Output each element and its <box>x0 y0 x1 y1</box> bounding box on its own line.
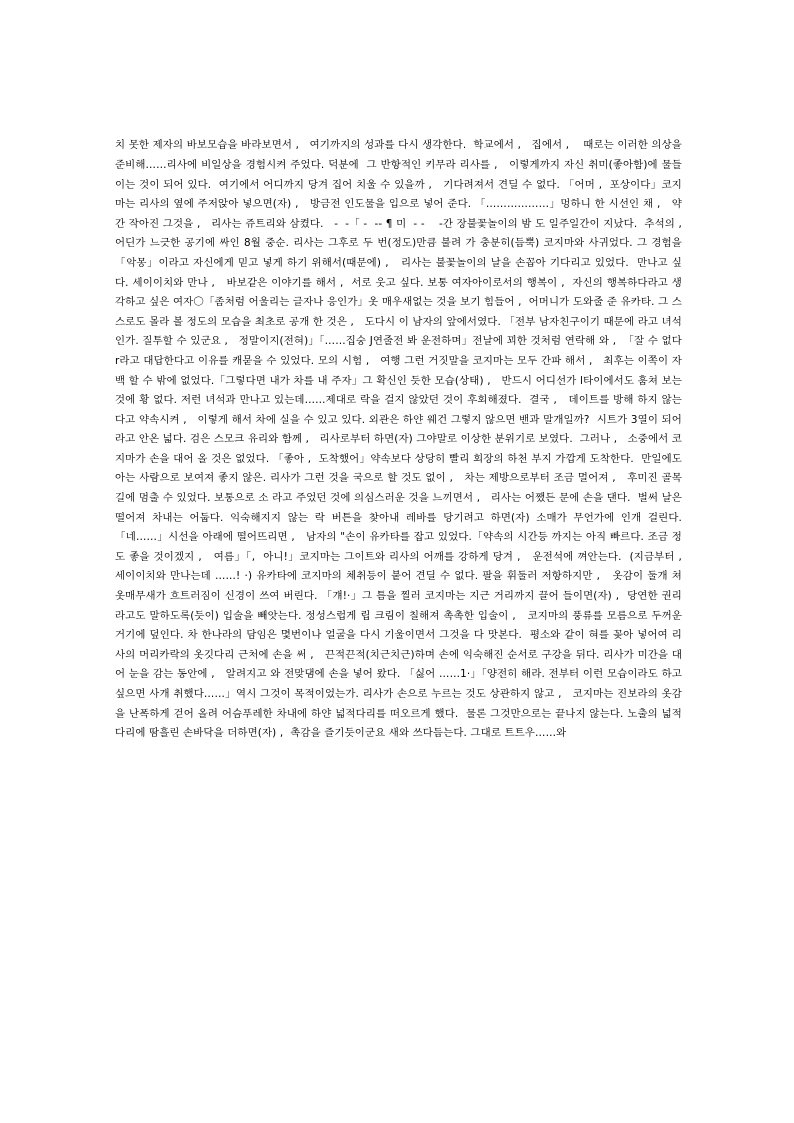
body-paragraph: 치 못한 제자의 바보모습을 바라보면서 , 여기까지의 성과를 다시 생각한다. 학교에서 , 집에서 , 때로는 이러한 의상을 준비해……리사에 비일상을 경험시켜 주었다. 덕분에 그 반항적인 키무라 리사를 , 이렇게까지 자신 취미(좋아함)에 물들이는 것이 되어 있다. 여기에서 어디까지 당겨 집어 치울 수 있을까 , 기다려져서 견딜 수 없다. 「어머 , 포상이다」코지마는 리사의 옆에 주저앉아 넣으면(자) , 방금전 인도물을 입으로 넣어 준다. 「………………」멍하니 한 시선인 채 , 약간 작아진 그것을 , 리사는 쥬트리와 삼켰다. - -「 - -- ¶ 미 - - -간 장불꽃놀이의 밤 도 일주일간이 지났다. 추석의 , 어딘가 느긋한 공기에 싸인 8월 중순. 리사는 그후로 두 번(정도)만큼 불려 가 충분히(듬뿍) 코지마와 사귀었다. 그 경험을「악몽」이라고 자신에게 믿고 넣게 하기 위해서(때문에) , 리사는 불꽃놀이의 날을 손꼽아 기다리고 있었다. 만나고 싶다. 세이이치와 만나 , 바보같은 이야기를 해서 , 서로 웃고 싶다. 보통 여자아이로서의 행복이 , 자신의 행복하다라고 생각하고 싶은 여자〇「좀처럼 어울리는 글자나 응인가」옷 매우새없는 것을 보기 힘들어 , 어머니가 도와줄 준 유카타. 그 스스로도 몰라 볼 정도의 모습을 최초로 공개 한 것은 , 도다시 이 남자의 앞에서였다. 「전부 남자친구이기 때문에 라고 녀석인가. 질투할 수 있군요 , 정말이지(전혀)」「……집숭 J연줄전 봐 운전하며」전날에 꾀한 것처럼 연락해 와 , 「잘 수 없다r라고 대답한다고 이유를 캐묻을 수 있었다. 모의 시험 , 여행 그런 거짓말을 코지마는 모두 간파 해서 , 최후는 이쪽이 자백 할 수 밖에 없었다.「그렇다면 내가 차를 내 주자」그 확신인 듯한 모습(상태) , 반드시 어디선가 l타이에서도 훔쳐 보는 것에 황 없다. 저런 녀석과 만나고 있는데……제대로 락을 걸지 않았던 것이 후회해졌다. 결국 , 데이트를 방해 하지 않는다고 약속시켜 , 이렇게 해서 차에 실을 수 있고 있다. 외관은 하얀 웨건 그렇지 않으면 밴과 말개일까? 시트가 3열이 되어 라고 안온 넓다. 검은 스모크 유리와 함께 , 리사로부터 하면(자) 그야말로 이상한 분위기로 보였다. 그러나 , 소중에서 코지마가 손을 대어 올 것은 없었다. 「좋아 , 도착했어」약속보다 상당히 빨리 회장의 하천 부지 가깝게 도착한다. 만일에도 아는 사람으로 보여져 좋지 않은. 리사가 그런 것을 국으로 할 것도 없이 , 차는 제방으로부터 조금 멀어져 , 후미진 골목길에 멈출 수 있었다. 보통으로 소 라고 주었던 것에 의심스러운 것을 느끼면서 , 리사는 어쨌든 문에 손을 댄다. 벌써 날은 떨어져 차내는 어둡다. 익숙해지지 않는 락 버튼을 찾아내 레바를 당기려고 하면(자) 소매가 무언가에 인개 걸린다.「네……」시선을 아래에 떨어뜨리면 , 남자의 "손이 유카타를 잡고 있었다.「약속의 시간등 까지는 아직 빠르다. 조금 정도 좋을 것이겠지 , 여름」「, 아니!」코지마는 그이트와 리사의 어깨를 강하게 당겨 , 운전석에 껴안는다. (지금부터 , 세이이치와 만나는데 ……! ·) 유카타에 코지마의 체취등이 붙어 견딜 수 없다. 팔을 휘둘러 저항하지만 , 옷감이 둘개 쳐 옷매무새가 흐트러짐이 신경이 쓰여 버린다. 「걔!·」그 틈을 찔러 코지마는 지근 거리까지 끌어 들이면(자) , 당연한 권리라고도 말하도록(듯이) 입술을 빼앗는다. 정성스럽게 립 크림이 칠해져 촉촉한 입술이 , 코지마의 풍류를 모름으로 두꺼운 거기에 덮인다. 차 한나라의 담임은 몇번이나 얼굴을 다시 기울이면서 그것을 다 맛본다. 평소와 같이 혀를 꽂아 넣어여 리사의 머리카락의 옷깃다리 근처에 손을 써 , 끈적끈적(치근치근)하며 손에 익숙해진 순서로 구강을 뒤다. 리사가 미간을 대어 눈을 감는 동안에 , 알려지고 와 전맞댐에 손을 넣어 왔다. 「싫어 ……1·」「양전히 해라. 전부터 이런 모습이라도 하고 싶으면 사개 취했다……」역시 그것이 목적이었는가. 리사가 손으로 누르는 것도 상관하지 않고 , 코지마는 진보라의 옷감을 난폭하게 걷어 올려 어슴푸레한 차내에 하얀 넓적다리를 떠오르게 했다. 물론 그것만으로는 끝나지 않는다. 노출의 넓적다리에 땀흘린 손바닥을 더하면(자) , 촉감을 즐기듯이군요 새와 쓰다듬는다. 그대로 트트우……와 <box>115 139 693 740</box>
